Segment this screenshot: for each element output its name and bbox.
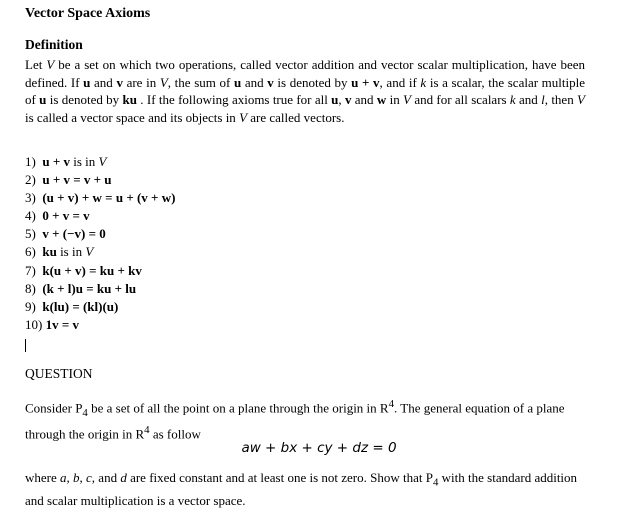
question-instructions: where a, b, c, and d are fixed constant and at least one is not zero. Show that $P_4$ with the standard addition and scalar multiplication is a vector space. xyxy=(25,470,578,509)
page-title: Vector Space Axioms xyxy=(25,6,151,21)
axiom-item: 8) (k + l)u = ku + lu xyxy=(25,280,137,296)
axiom-item: 5) v + (−v) = 0 xyxy=(25,226,106,242)
axiom-item: 3) (u + v) + w = u + (v + w) xyxy=(25,190,176,206)
axiom-item: 6) ku is in V xyxy=(25,244,94,260)
axiom-item: 1) u + v is in V xyxy=(25,154,107,169)
axiom-item: 9) k(lu) = (kl)(u) xyxy=(25,298,119,314)
axiom-item: 7) k(u + v) = ku + kv xyxy=(25,262,142,278)
axiom-list xyxy=(25,153,175,334)
axiom-item: 2) u + v = v + u xyxy=(25,172,112,188)
text-cursor[interactable] xyxy=(25,339,26,352)
axiom-item: 4) 0 + v = v xyxy=(25,208,90,224)
definition-heading: Definition xyxy=(25,37,83,52)
definition-paragraph: Let V be a set on which two operations, called vector addition and vector scalar multiplication, have been defined. If u and v are in V, the sum of u and v is denoted by u + v, and if k is a scalar, the scalar multiple of u is denoted by ku . If the following axioms true for all u, v and w in V and for all scalars k and l, then V is called a vector space and its objects in V are called vectors. xyxy=(25,57,586,125)
plane-equation: aw + bx + cy + dz = 0 xyxy=(241,440,397,456)
axiom-item: 10) 1v = v xyxy=(25,316,80,332)
question-paragraph: Consider $P_4$ be a set of all the point on a plane through the origin in $R^4$. The general equation of a plane through the origin in $R^4$ as follow xyxy=(25,398,565,442)
question-heading: QUESTION xyxy=(25,366,93,381)
